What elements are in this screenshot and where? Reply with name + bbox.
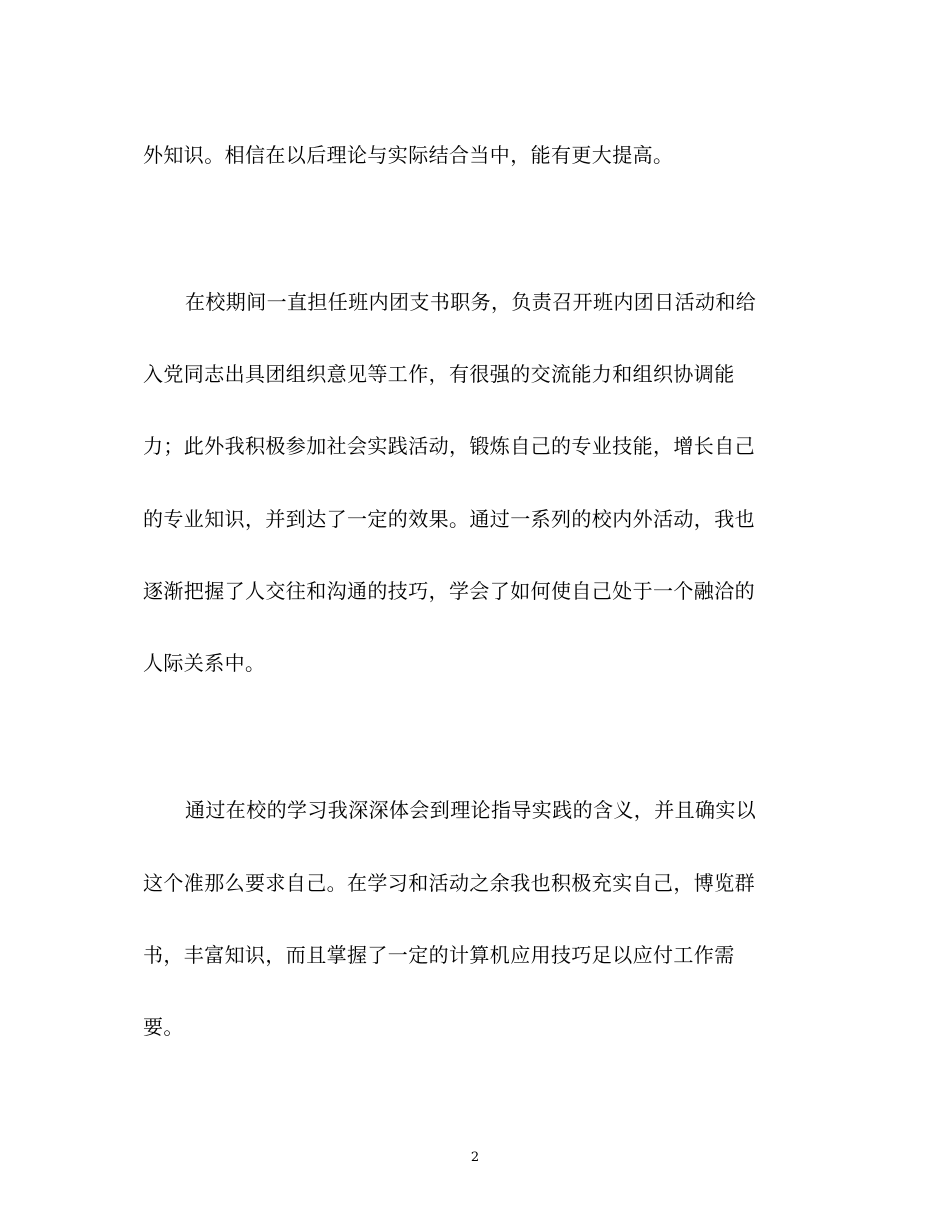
paragraph-line: 书，丰富知识，而且掌握了一定的计算机应用技巧足以应付工作需 (143, 943, 735, 967)
page-number: 2 (470, 1150, 480, 1165)
paragraph-line: 通过在校的学习我深深体会到理论指导实践的含义，并且确实以 (185, 798, 757, 822)
paragraph-line: 的专业知识，并到达了一定的效果。通过一系列的校内外活动，我也 (143, 507, 755, 531)
paragraph-line: 力；此外我积极参加社会实践活动，锻炼自己的专业技能，增长自己 (143, 434, 755, 458)
paragraph-line: 要。 (143, 1015, 184, 1039)
paragraph-line: 这个准那么要求自己。在学习和活动之余我也积极充实自己，博览群 (143, 871, 755, 895)
paragraph-line: 入党同志出具团组织意见等工作，有很强的交流能力和组织协调能 (143, 362, 735, 386)
paragraph-line: 在校期间一直担任班内团支书职务，负责召开班内团日活动和给 (185, 290, 757, 314)
paragraph-line: 逐渐把握了人交往和沟通的技巧，学会了如何使自己处于一个融洽的 (143, 579, 755, 603)
paragraph-line: 人际关系中。 (143, 651, 266, 675)
paragraph-line: 外知识。相信在以后理论与实际结合当中，能有更大提高。 (143, 143, 674, 167)
